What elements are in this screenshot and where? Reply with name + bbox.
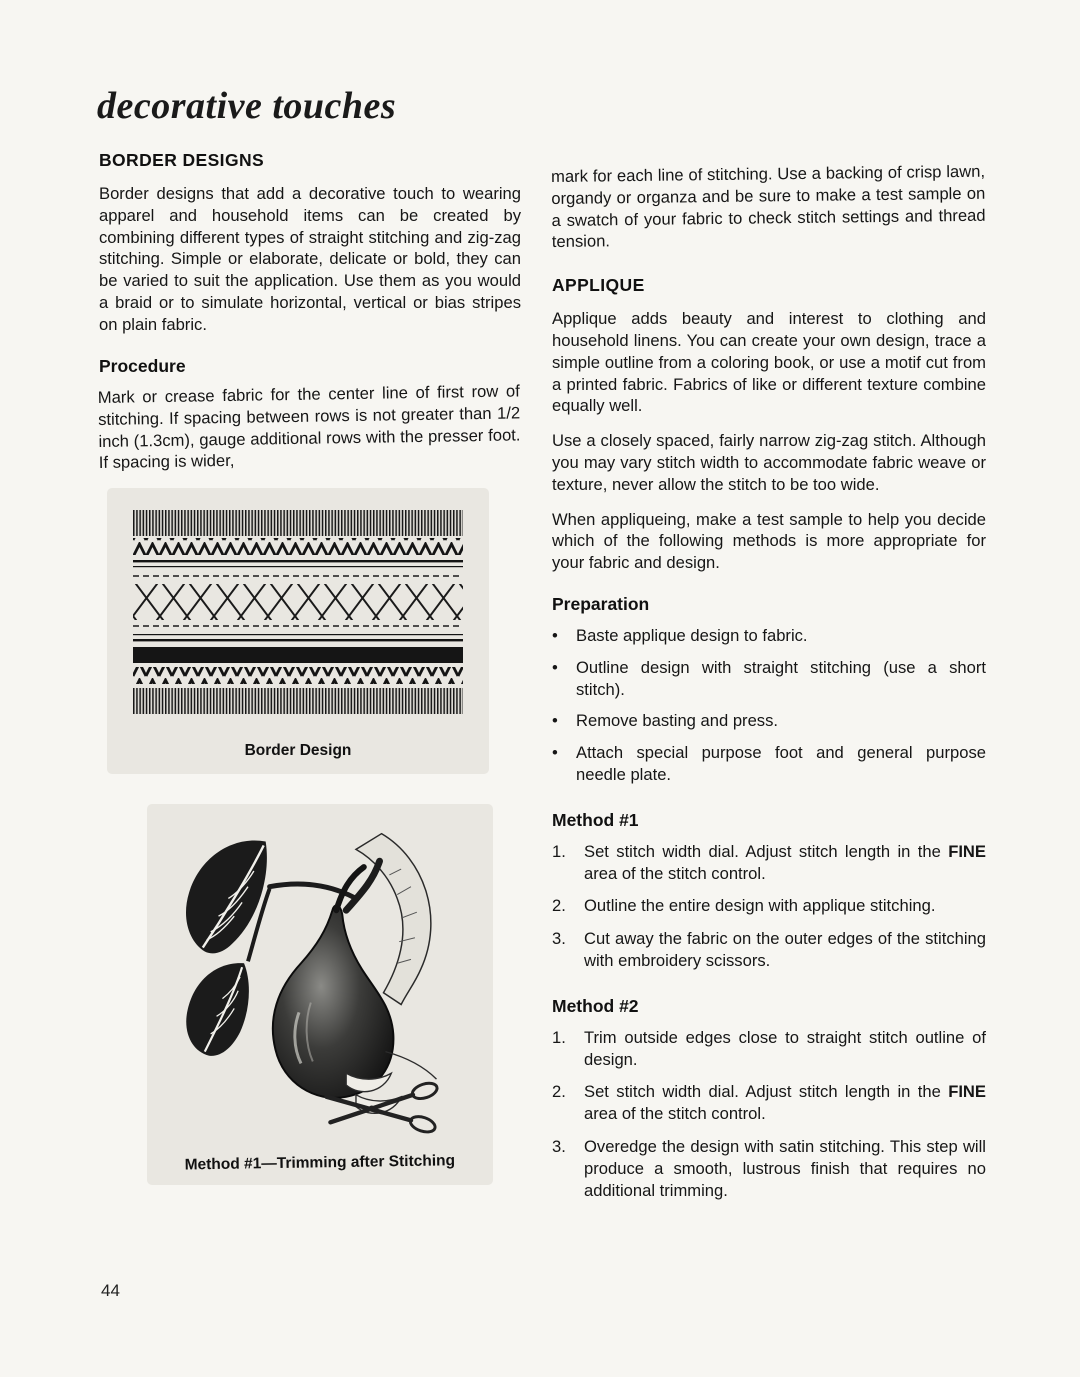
list-item [552, 895, 986, 917]
list-item-text: Remove basting and press. [576, 711, 779, 731]
list-item [552, 928, 986, 972]
list-item [552, 657, 986, 701]
leaf-lower [186, 963, 249, 1056]
list-item-text: Outline design with straight stitching (use a short stitch). [576, 657, 986, 699]
applique-figure [147, 804, 493, 1185]
zigzag-band-bottom [133, 667, 463, 684]
number-marker: 2. [552, 1082, 566, 1102]
rule-line [133, 639, 463, 641]
procedure-paragraph: Mark or crease fabric for the center line of first row of stitching. If spacing between rows is not greater than 1/2 inch (1.3cm), gauge additional rows with the presser foot. If spacing is wider, [97, 380, 521, 472]
applique-paragraph-3: When appliqueing, make a test sample to help you decide which of the following methods is more appropriate for your fabric and design. [552, 509, 986, 573]
rule-line [133, 566, 463, 567]
list-item [552, 742, 986, 786]
list-item-text: Set stitch width dial. Adjust stitch length in the FINE area of the stitch control. [584, 1082, 986, 1124]
procedure-heading: Procedure [99, 355, 186, 376]
border-designs-paragraph: Border designs that add a decorative touch to wearing apparel and household items can be created by combining different types of straight stitching and zig-zag stitching. Simple or elaborate, delicate or bold, they can be varied to suit the application. Use them as you would a braid or to simulate horizontal, vertical or bias stripes on plain fabric. [99, 184, 521, 334]
bullet-marker: • [552, 657, 558, 677]
border-design-illustration [133, 508, 463, 716]
number-marker: 2. [552, 896, 566, 916]
list-item-text: Set stitch width dial. Adjust stitch length in the FINE area of the stitch control. [584, 841, 986, 883]
applique-paragraph-2: Use a closely spaced, fairly narrow zig-zag stitch. Although you may vary stitch width to accommodate fabric weave or texture, never allow the stitch to be too wide. [552, 431, 986, 494]
applique-figure-caption: Method #1—Trimming after Stitching [184, 1151, 456, 1174]
method-1-list [552, 841, 986, 972]
preparation-heading: Preparation [552, 593, 650, 614]
diamond-lattice-band [133, 584, 463, 620]
method-2-list [552, 1027, 986, 1202]
zigzag-band-top [133, 538, 463, 555]
number-marker: 3. [552, 1136, 566, 1156]
applique-heading: APPLIQUE [552, 275, 645, 296]
pear-applique-illustration [151, 816, 451, 1140]
page-title: decorative touches [97, 85, 397, 127]
right-column [550, 161, 986, 1212]
bullet-marker: • [552, 711, 558, 731]
list-item-text: Baste applique design to fabric. [576, 625, 808, 645]
striped-band-top [133, 510, 463, 536]
list-item [552, 1027, 986, 1071]
bullet-marker: • [552, 743, 558, 763]
list-item [552, 625, 986, 647]
applique-paragraph-1: Applique adds beauty and interest to clothing and household linens. You can create your own design, trace a simple outline from a coloring book, or use a motif cut from a printed fabric. Fabrics of like or different texture combine equally well. [552, 309, 986, 416]
number-marker: 1. [552, 841, 566, 861]
list-item [552, 710, 986, 732]
bullet-marker: • [552, 625, 558, 645]
list-item [552, 1136, 986, 1201]
pear-shape [273, 867, 394, 1098]
number-marker: 1. [552, 1027, 566, 1047]
border-design-caption: Border Design [244, 741, 352, 759]
list-item-text: Trim outside edges close to straight stitch outline of design. [584, 1027, 986, 1069]
striped-band-bottom [133, 688, 463, 714]
left-column [99, 150, 521, 1185]
list-item [552, 841, 986, 885]
solid-band [133, 647, 463, 663]
list-item-text: Overedge the design with satin stitching. This step will produce a smooth, lustrous finish that requires no additional trimming. [584, 1136, 986, 1200]
list-item-text: Outline the entire design with applique stitching. [584, 896, 936, 916]
border-designs-heading: BORDER DESIGNS [99, 150, 265, 170]
border-design-figure [107, 488, 489, 774]
method-2-heading: Method #2 [552, 995, 639, 1016]
list-item-text: Attach special purpose foot and general purpose needle plate. [576, 743, 986, 784]
page-number: 44 [101, 1281, 120, 1300]
preparation-list [552, 625, 986, 786]
continued-paragraph: mark for each line of stitching. Use a backing of crisp lawn, organdy or organza and be sure to make a test sample on a swatch of your fabric to check stitch settings and thread tension. [550, 161, 986, 252]
method-1-heading: Method #1 [552, 809, 639, 830]
rule-line [133, 634, 463, 635]
list-item-text: Cut away the fabric on the outer edges of the stitching with embroidery scissors. [584, 929, 986, 970]
list-item [552, 1081, 986, 1125]
number-marker: 3. [552, 929, 566, 949]
rule-line [133, 560, 463, 562]
